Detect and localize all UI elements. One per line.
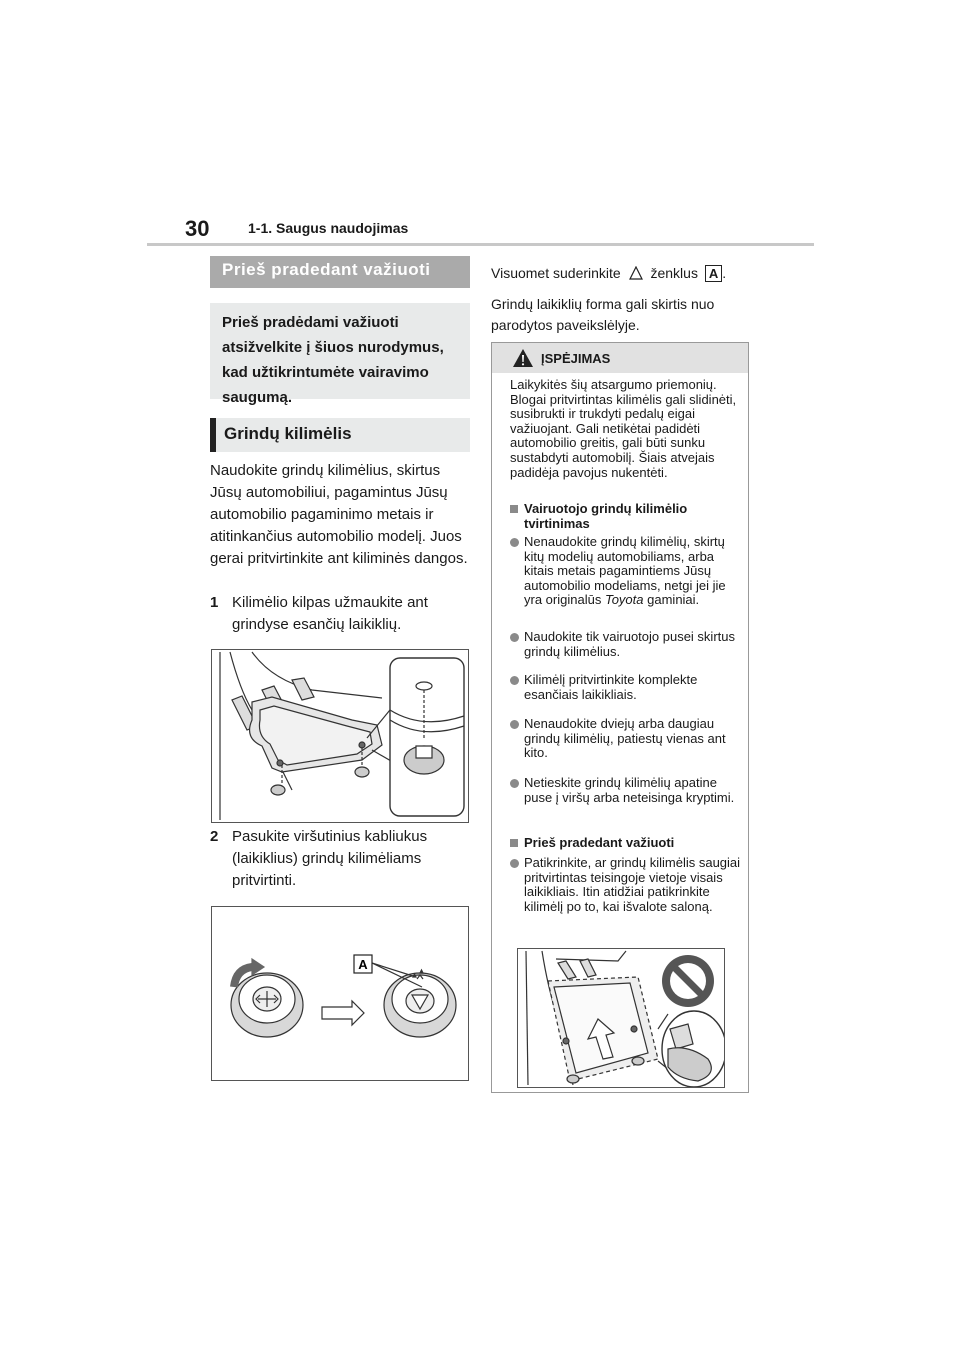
warning-bullet: Nenaudokite dviejų arba daugiau grindų kilimėlių, patiestų vienas ant kito.	[510, 717, 742, 761]
alignment-note-start: Visuomet suderinkite	[491, 265, 621, 281]
warning-box	[491, 342, 749, 1093]
warning-bullet: Patikrinkite, ar grindų kilimėlis saugiai pritvirtintas teisingoje vietoje visais laikikliais. Itin atidžiai patikrinkite kilimėlį po to, kai išvalote saloną.	[510, 856, 742, 914]
warning-title: ĮSPĖJIMAS	[541, 351, 611, 366]
section-title: 1-1. Saugus naudojimas	[248, 220, 409, 236]
step-number: 1	[210, 594, 219, 611]
warning-subheading-2: Prieš pradedant važiuoti	[510, 836, 742, 851]
round-bullet-icon	[510, 676, 519, 685]
warning-bullet	[510, 535, 742, 608]
floor-mat-hook-illustration	[211, 649, 469, 823]
alignment-note	[491, 263, 751, 284]
warning-intro: Laikykitės šių atsargumo priemonių. Blogai pritvirtintas kilimėlis gali slidinėti, susibrukti ir trukdyti pedalų eigai važiuojant. Gali netikėtai padidėti automobilio greitis, gali būti sunku sustabdyti automobilį. Šiais atvejais padidėja pavojus nukentėti.	[510, 377, 737, 480]
step-2	[210, 826, 470, 892]
header-rule	[147, 243, 814, 246]
hook-rotation-illustration	[211, 906, 469, 1081]
incorrect-mat-illustration	[517, 948, 725, 1088]
warning-triangle-icon	[512, 348, 534, 368]
square-bullet-icon	[510, 839, 518, 847]
step-text: Kilimėlio kilpas užmaukite ant grindyse esančių laikiklių.	[232, 594, 428, 633]
shape-note: Grindų laikiklių forma gali skirtis nuo parodytos paveikslėlyje.	[491, 296, 715, 333]
step-number: 2	[210, 828, 219, 845]
mark-a-box: A	[705, 265, 722, 282]
triangle-mark-icon	[629, 266, 643, 280]
warning-bullet: Naudokite tik vairuotojo pusei skirtus grindų kilimėlius.	[510, 630, 742, 659]
page-number: 30	[185, 216, 210, 241]
floor-mat-heading: Grindų kilimėlis	[210, 418, 470, 452]
alignment-note-middle: ženklus	[650, 265, 698, 281]
round-bullet-icon	[510, 779, 519, 788]
warning-bullet: Netieskite grindų kilimėlių apatine puse į viršų arba neteisinga kryptimi.	[510, 776, 742, 805]
square-bullet-icon	[510, 505, 518, 513]
warning-bullet-text: Nenaudokite grindų kilimėlių, skirtų kitų modelių automobiliams, arba kitais metais pagamintiems Jūsų automobilio modeliams, netgi jei jie yra originalūs Toyota gaminiai.	[524, 534, 726, 608]
section-banner: Prieš pradedant važiuoti	[210, 256, 470, 288]
floor-mat-paragraph: Naudokite grindų kilimėlius, skirtus Jūsų automobiliui, pagamintus Jūsų automobilio pagaminimo metais ir atitinkančius automobilio modelį. Juos gerai pritvirtinkite ant kiliminės dangos.	[210, 462, 468, 567]
warning-subheading-1: Vairuotojo grindų kilimėlio tvirtinimas	[510, 502, 742, 531]
brand-name: Toyota	[604, 592, 644, 608]
round-bullet-icon	[510, 720, 519, 729]
step-text: Pasukite viršutinius kabliukus (laikiklius) grindų kilimėliams pritvirtinti.	[232, 828, 428, 889]
warning-bullet: Kilimėlį pritvirtinkite komplekte esančiais laikikliais.	[510, 673, 742, 702]
round-bullet-icon	[510, 859, 519, 868]
round-bullet-icon	[510, 538, 519, 547]
label-a: A	[358, 957, 368, 972]
step-1	[210, 592, 470, 636]
round-bullet-icon	[510, 633, 519, 642]
alignment-note-end: .	[722, 265, 727, 281]
intro-box: Prieš pradėdami važiuoti atsižvelkite į šiuos nurodymus, kad užtikrintumėte vairavimo saugumą.	[210, 303, 470, 399]
warning-header	[492, 343, 748, 373]
